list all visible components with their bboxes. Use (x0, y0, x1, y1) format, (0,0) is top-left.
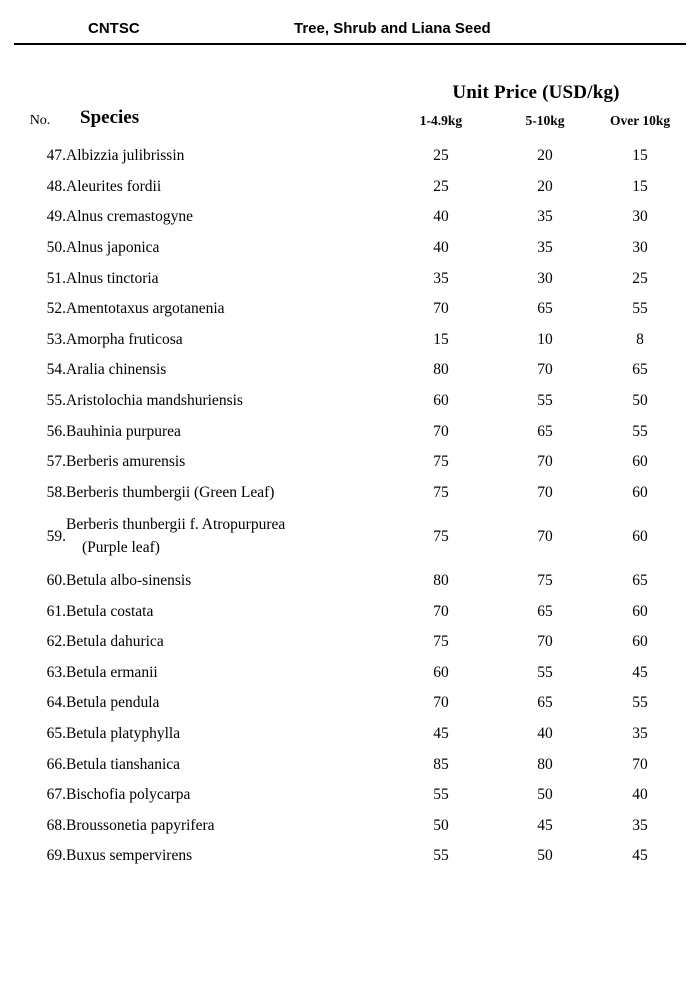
column-header-no: No. (29, 113, 51, 128)
price-tier3: 30 (632, 208, 648, 226)
table-header-group-row (14, 81, 686, 106)
price-tier2: 10 (537, 330, 553, 348)
row-number: 68. (46, 816, 66, 834)
species-name: Broussonetia papyrifera (66, 816, 215, 834)
species-name: Bauhinia purpurea (66, 422, 181, 440)
table-row (14, 841, 686, 872)
price-tier1: 55 (433, 847, 449, 865)
table-row (14, 386, 686, 417)
price-tier1: 70 (433, 300, 449, 318)
row-number: 51. (46, 269, 66, 287)
price-tier1: 80 (433, 361, 449, 379)
price-tier2: 40 (537, 724, 553, 742)
table-row (14, 294, 686, 325)
row-number: 56. (46, 422, 66, 440)
price-tier3: 30 (632, 239, 648, 257)
row-number: 59. (46, 527, 66, 545)
header-underline (14, 133, 686, 141)
table-header-row (14, 106, 686, 133)
price-tier2: 70 (537, 633, 553, 651)
price-tier1: 55 (433, 786, 449, 804)
price-tier1: 85 (433, 755, 449, 773)
row-number: 57. (46, 453, 66, 471)
price-tier3: 60 (632, 483, 648, 501)
species-name: Alnus cremastogyne (66, 208, 193, 226)
price-tier1: 75 (433, 527, 449, 545)
price-tier1: 60 (433, 392, 449, 410)
row-number: 69. (46, 847, 66, 865)
unit-price-group-header: Unit Price (USD/kg) (452, 82, 620, 103)
table-row (14, 172, 686, 203)
species-name: Bischofia polycarpa (66, 786, 191, 804)
species-name: Betula pendula (66, 694, 160, 712)
column-header-species: Species (80, 107, 140, 128)
species-name: Buxus sempervirens (66, 847, 193, 865)
price-tier2: 70 (537, 527, 553, 545)
species-name: Amentotaxus argotanenia (66, 300, 225, 318)
column-header-tier3: Over 10kg (609, 113, 671, 128)
price-tier3: 35 (632, 816, 648, 834)
table-row (14, 141, 686, 172)
price-tier2: 70 (537, 361, 553, 379)
species-name (66, 508, 386, 566)
price-tier1: 70 (433, 602, 449, 620)
price-tier2: 55 (537, 392, 553, 410)
row-number: 55. (46, 392, 66, 410)
row-number: 48. (46, 177, 66, 195)
price-tier2: 20 (537, 147, 553, 165)
species-name: Aristolochia mandshuriensis (66, 392, 243, 410)
table-row (14, 263, 686, 294)
column-header-tier1: 1-4.9kg (419, 113, 463, 128)
price-tier3: 45 (632, 847, 648, 865)
price-tier3: 35 (632, 724, 648, 742)
price-tier1: 50 (433, 816, 449, 834)
table-row (14, 416, 686, 447)
species-name: Betula costata (66, 602, 154, 620)
organization-name: CNTSC (88, 20, 140, 37)
species-name: Alnus japonica (66, 239, 160, 257)
price-tier2: 70 (537, 453, 553, 471)
running-head (14, 0, 686, 43)
table-row (14, 325, 686, 356)
species-name: Betula albo-sinensis (66, 571, 192, 589)
price-tier1: 60 (433, 663, 449, 681)
species-name-line1: Berberis thunbergii f. Atropurpurea (66, 516, 286, 534)
price-tier2: 80 (537, 755, 553, 773)
price-tier3: 55 (632, 694, 648, 712)
document-title: Tree, Shrub and Liana Seed (294, 20, 491, 37)
price-tier2: 45 (537, 816, 553, 834)
price-tier3: 55 (632, 300, 648, 318)
table-row (14, 719, 686, 750)
price-tier2: 65 (537, 300, 553, 318)
species-name: Betula platyphylla (66, 724, 181, 742)
price-tier2: 65 (537, 422, 553, 440)
price-tier3: 60 (632, 527, 648, 545)
price-tier3: 40 (632, 786, 648, 804)
header-rule-row (14, 133, 686, 141)
row-number: 66. (46, 755, 66, 773)
price-tier2: 70 (537, 483, 553, 501)
price-tier2: 55 (537, 663, 553, 681)
price-tier1: 45 (433, 724, 449, 742)
table-row (14, 508, 686, 566)
row-number: 54. (46, 361, 66, 379)
row-number: 50. (46, 239, 66, 257)
species-name: Aleurites fordii (66, 177, 162, 195)
species-name: Betula ermanii (66, 663, 158, 681)
seed-price-table (14, 81, 686, 872)
column-header-tier2: 5-10kg (525, 113, 565, 128)
price-tier3: 60 (632, 453, 648, 471)
species-name: Albizzia julibrissin (66, 147, 185, 165)
row-number: 60. (46, 571, 66, 589)
table-row (14, 627, 686, 658)
species-name: Amorpha fruticosa (66, 330, 183, 348)
price-tier3: 65 (632, 361, 648, 379)
price-tier1: 15 (433, 330, 449, 348)
price-tier1: 70 (433, 422, 449, 440)
price-tier1: 80 (433, 571, 449, 589)
table-row (14, 202, 686, 233)
price-tier2: 30 (537, 269, 553, 287)
table-row (14, 566, 686, 597)
price-tier2: 75 (537, 571, 553, 589)
price-tier3: 25 (632, 269, 648, 287)
table-row (14, 810, 686, 841)
row-number: 67. (46, 786, 66, 804)
price-tier1: 40 (433, 208, 449, 226)
table-row (14, 780, 686, 811)
species-name-line2: (Purple leaf) (82, 538, 160, 556)
species-name: Berberis amurensis (66, 453, 186, 471)
price-tier3: 15 (632, 177, 648, 195)
row-number: 64. (46, 694, 66, 712)
species-name: Alnus tinctoria (66, 269, 159, 287)
row-number: 52. (46, 300, 66, 318)
price-tier2: 65 (537, 694, 553, 712)
price-tier2: 35 (537, 208, 553, 226)
header-divider (14, 43, 686, 45)
row-number: 61. (46, 602, 66, 620)
table-row (14, 233, 686, 264)
row-number: 47. (46, 147, 66, 165)
price-tier1: 70 (433, 694, 449, 712)
table-row (14, 478, 686, 509)
price-tier3: 65 (632, 571, 648, 589)
price-tier1: 75 (433, 483, 449, 501)
price-tier1: 35 (433, 269, 449, 287)
price-tier1: 75 (433, 453, 449, 471)
table-row (14, 657, 686, 688)
price-tier2: 50 (537, 786, 553, 804)
row-number: 53. (46, 330, 66, 348)
table-row (14, 447, 686, 478)
price-tier3: 50 (632, 392, 648, 410)
price-tier3: 70 (632, 755, 648, 773)
row-number: 63. (46, 663, 66, 681)
price-tier3: 15 (632, 147, 648, 165)
table-body (14, 141, 686, 872)
row-number: 62. (46, 633, 66, 651)
row-number: 49. (46, 208, 66, 226)
price-tier3: 55 (632, 422, 648, 440)
price-tier2: 50 (537, 847, 553, 865)
header-spacer-species (66, 81, 386, 106)
price-tier1: 25 (433, 177, 449, 195)
price-tier1: 75 (433, 633, 449, 651)
species-name: Betula dahurica (66, 633, 164, 651)
table-row (14, 596, 686, 627)
table-row (14, 355, 686, 386)
price-tier3: 45 (632, 663, 648, 681)
price-tier2: 65 (537, 602, 553, 620)
table-row (14, 688, 686, 719)
row-number: 58. (46, 483, 66, 501)
price-tier2: 20 (537, 177, 553, 195)
header-spacer-no (14, 81, 66, 106)
price-tier3: 60 (632, 602, 648, 620)
row-number: 65. (46, 724, 66, 742)
price-tier1: 40 (433, 239, 449, 257)
price-tier1: 25 (433, 147, 449, 165)
table-header (14, 81, 686, 141)
table-row (14, 749, 686, 780)
price-tier2: 35 (537, 239, 553, 257)
price-tier3: 60 (632, 633, 648, 651)
species-name: Aralia chinensis (66, 361, 167, 379)
species-name: Berberis thumbergii (Green Leaf) (66, 483, 275, 501)
price-tier3: 8 (636, 330, 644, 348)
species-name: Betula tianshanica (66, 755, 181, 773)
